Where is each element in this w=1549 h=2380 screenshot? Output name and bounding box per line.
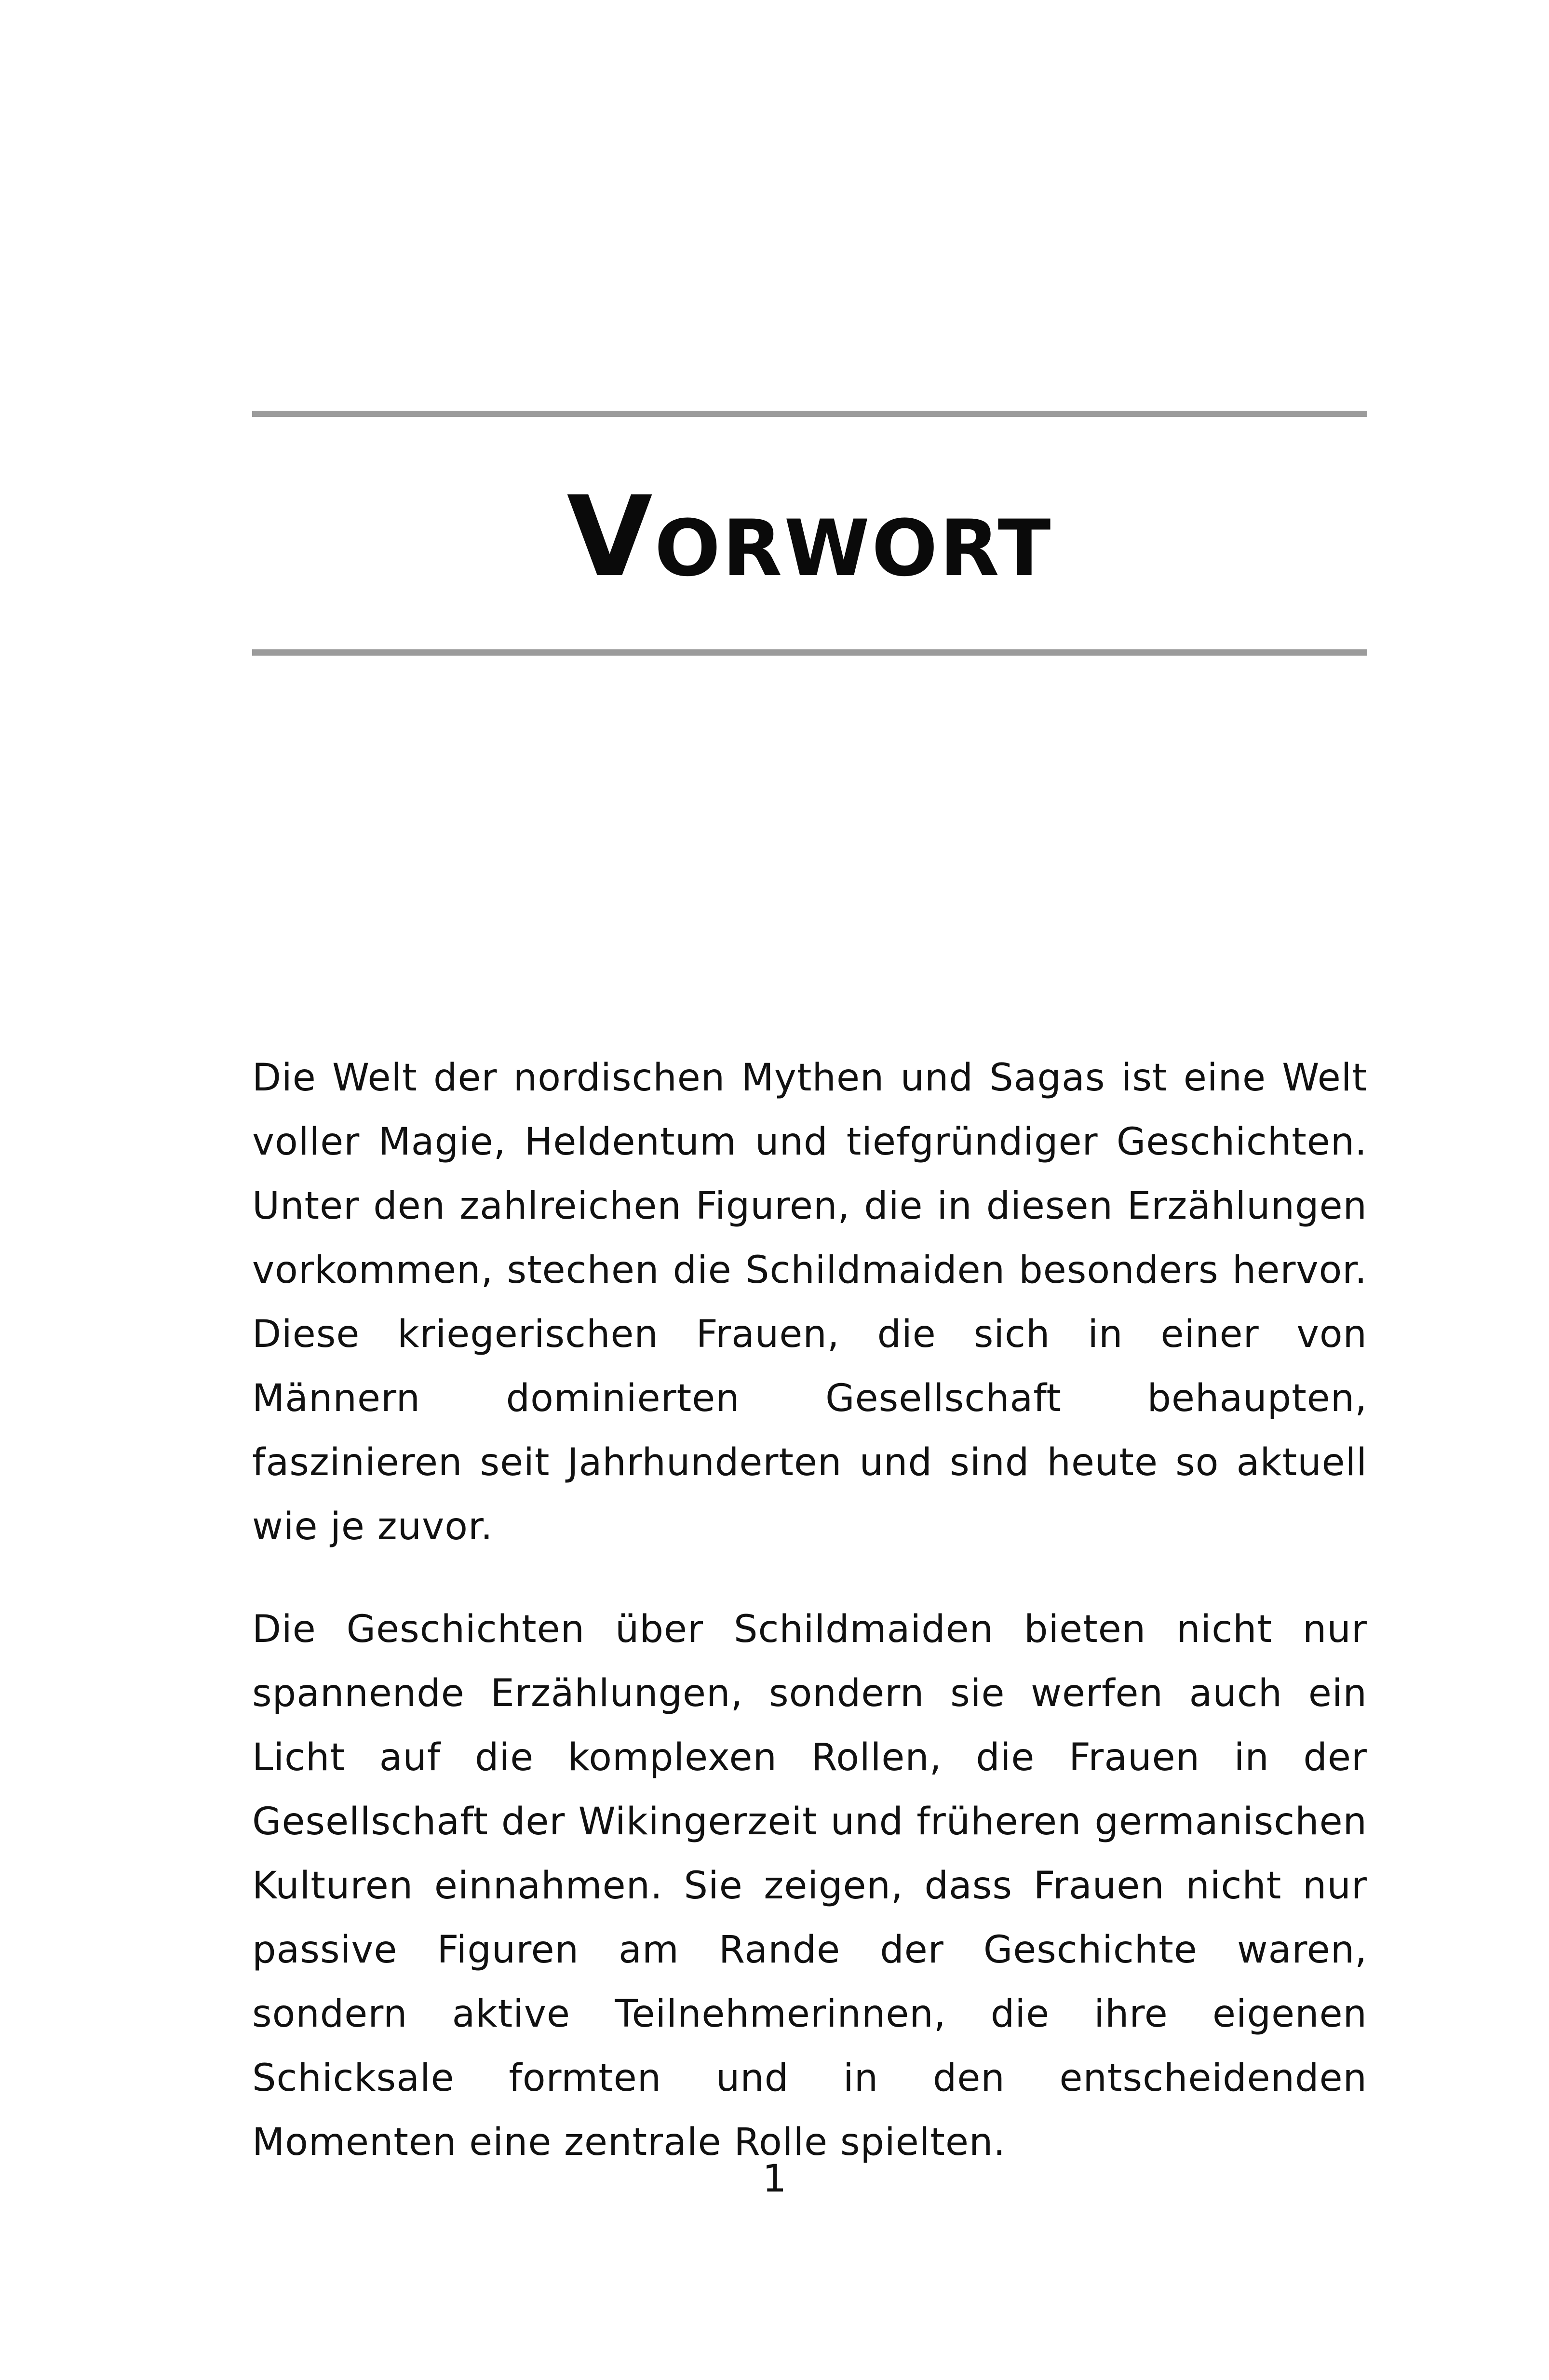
- title-bottom-rule: [252, 649, 1367, 656]
- page-number: 1: [762, 2157, 787, 2201]
- paragraph-1: Die Welt der nordischen Mythen und Sagas ist eine Welt voller Magie, Heldentum und tiefgründiger Geschichten. Unter den zahlreichen Figuren, die in diesen Erzählungen vorkommen, stechen die Schildmaiden besonders hervor. Diese kriegerischen Frauen, die sich in einer von Männern dominierten Gesellschaft behaupten, faszinieren seit Jahrhunderten und sind heute so aktuell wie je zuvor.: [252, 1056, 1367, 1548]
- body-text: [252, 1046, 1367, 2213]
- paragraph-2: Die Geschichten über Schildmaiden bieten nicht nur spannende Erzählungen, sondern sie werfen auch ein Licht auf die komplexen Rollen, die Frauen in der Gesellschaft der Wikingerzeit und früheren germanischen Kulturen einnahmen. Sie zeigen, dass Frauen nicht nur passive Figuren am Rande der Geschichte waren, sondern aktive Teilnehmerinnen, die ihre eigenen Schicksale formten und in den entscheidenden Momenten eine zentrale Rolle spielten.: [252, 1608, 1367, 2164]
- chapter-title: Vorwort: [566, 473, 1053, 602]
- title-top-rule: [252, 411, 1367, 417]
